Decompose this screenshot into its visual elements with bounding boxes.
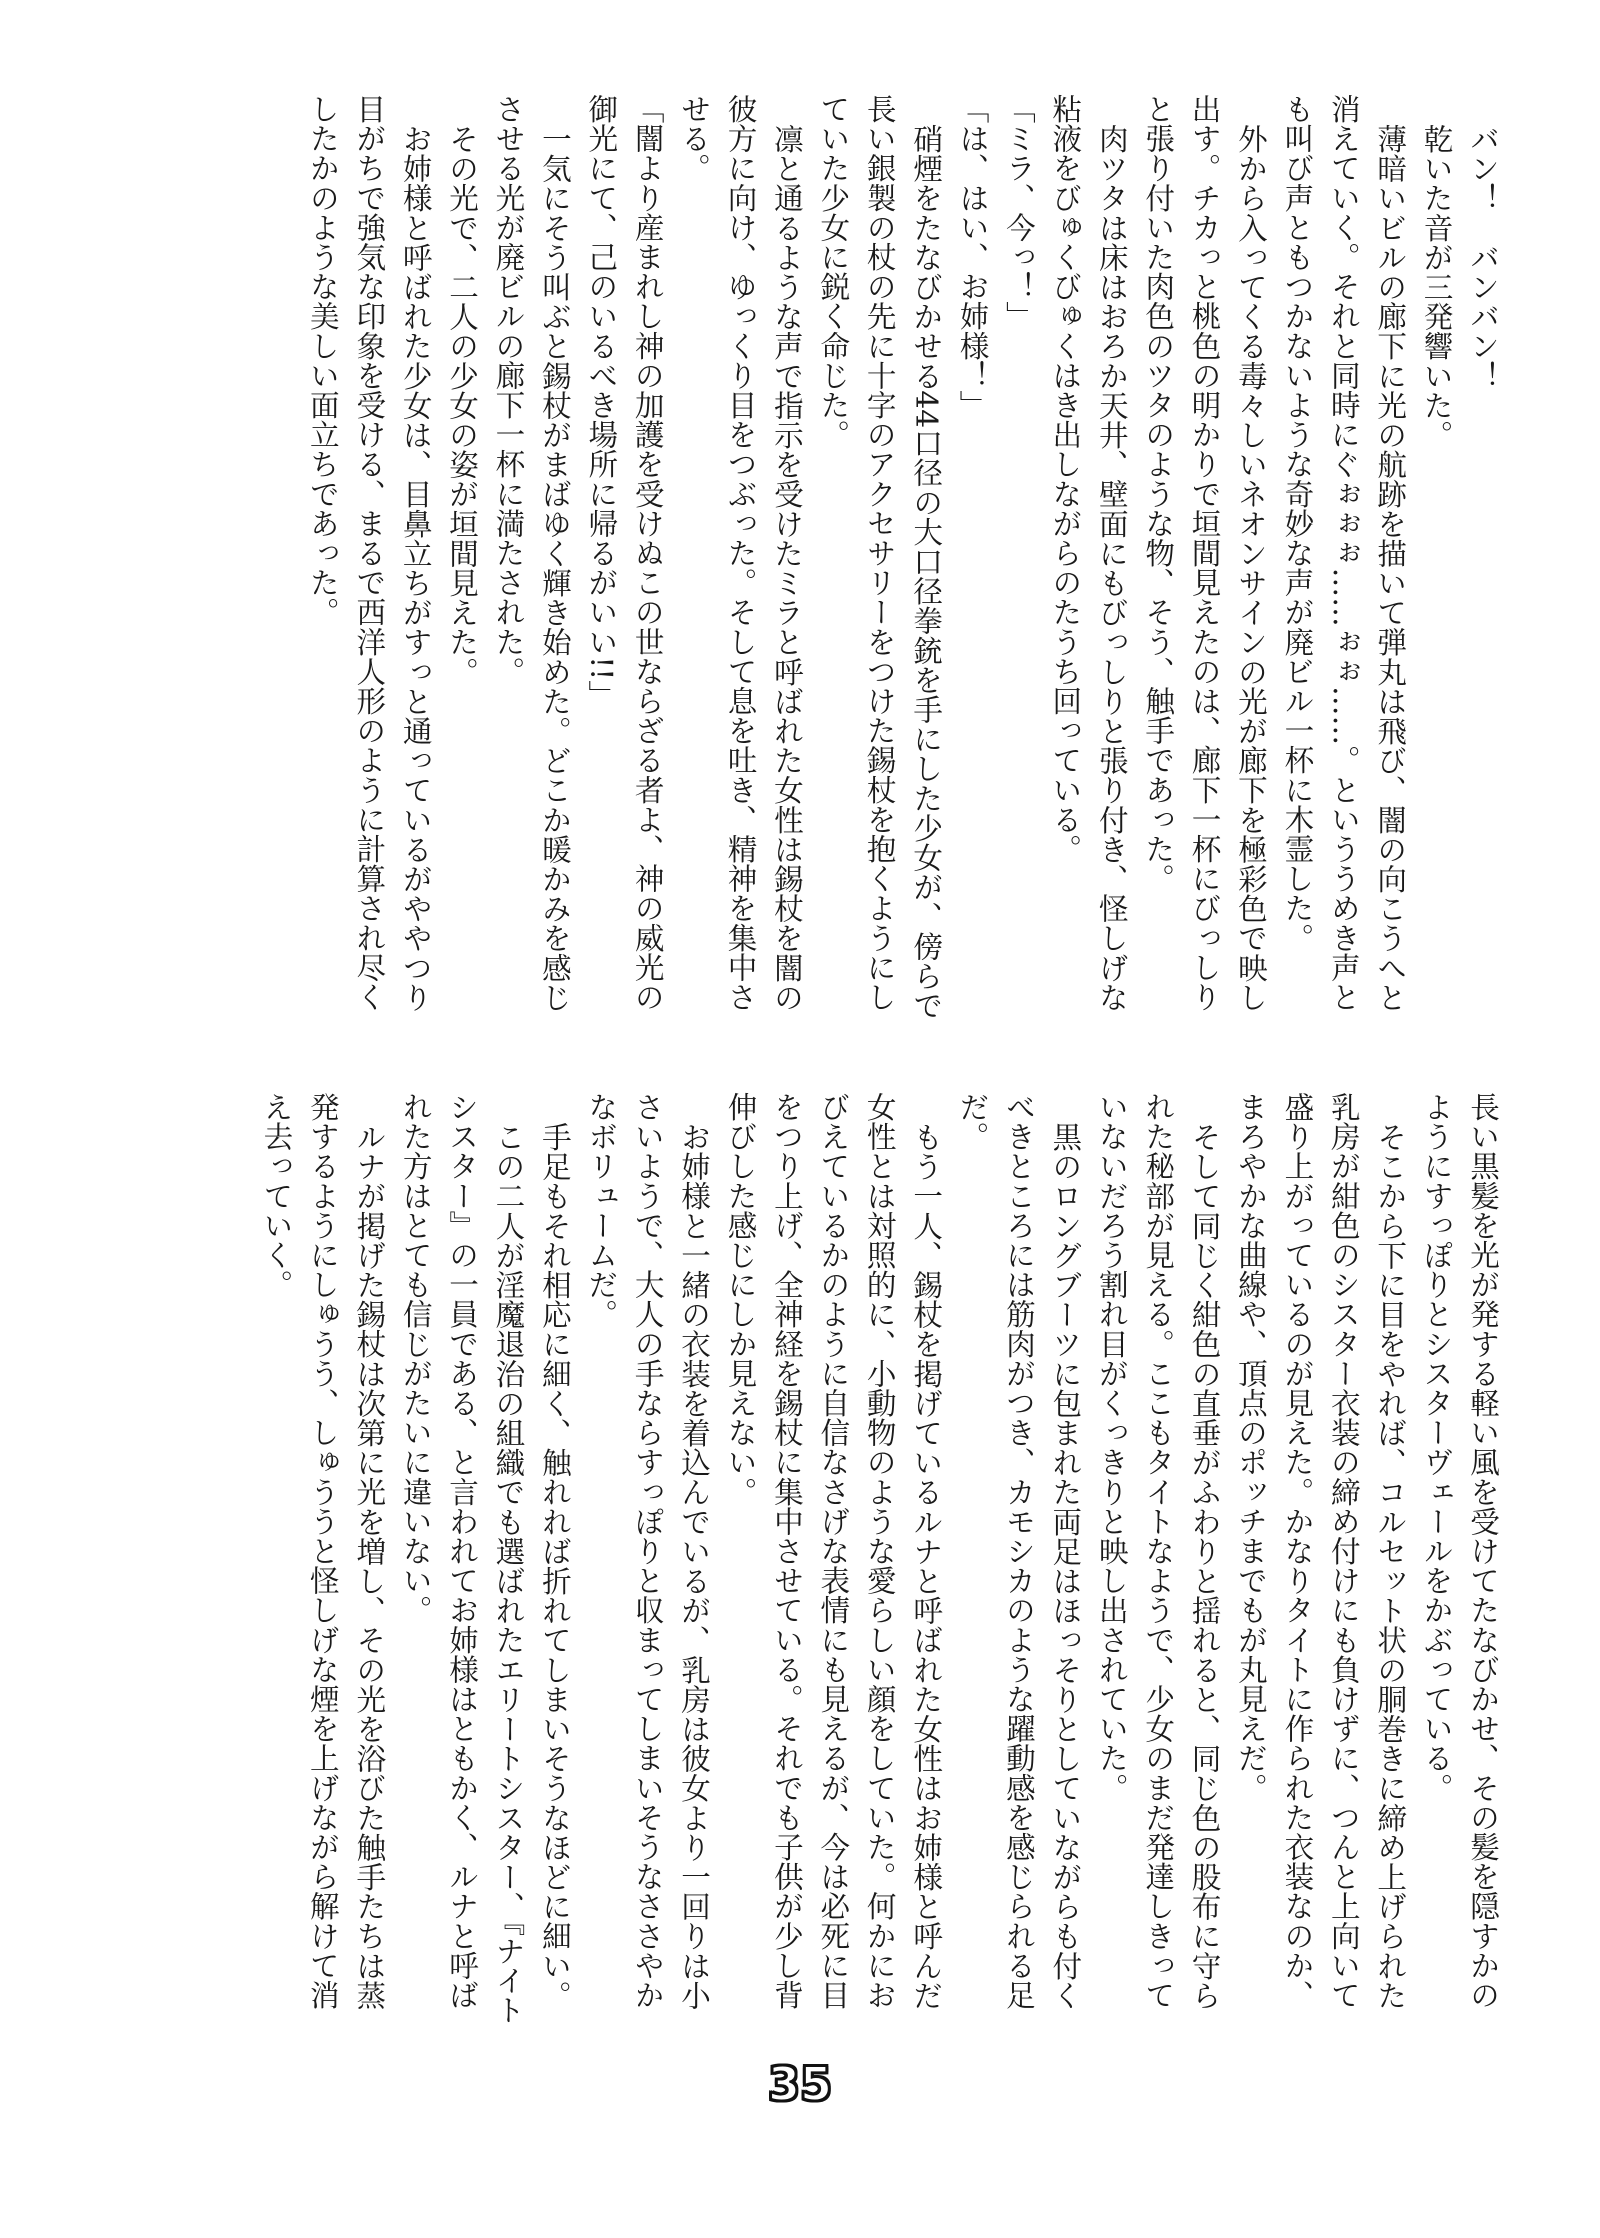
paragraph-1: バン！ バンバン！ xyxy=(1466,123,1500,390)
paragraph-8: 一気にそう叫ぶと錫杖がまばゆく輝き始めた。どこか暖かみを感じさせる光が廃ビルの廊下一杯に満たされた。 xyxy=(491,94,572,1012)
page-number: 35 xyxy=(767,2057,832,2111)
dialogue-incantation: 「闇より産まれし神の加護を受けぬこの世ならざる者よ、神の威光の御光にて、己のいるべき場所に帰るがいい!!」 xyxy=(584,94,665,1012)
paragraph-3: 薄暗いビルの廊下に光の航跡を描いて弾丸は飛び、闇の向こうへと消えていく。それと同時にぐぉぉぉ……ぉぉ……。といううめき声とも叫び声ともつかないような奇妙な声が廃ビル一杯に木霊した。 xyxy=(1280,94,1408,1012)
bottom-text-column xyxy=(106,1092,1506,2030)
paragraph-15: お姉様と一緒の衣装を着込んでいるが、乳房は彼女より一回りは小さいようで、大人の手ならすっぽりと収まってしまいそうなささやかなボリュームだ。 xyxy=(584,1092,712,2010)
paragraph-5: 肉ツタは床はおろか天井、壁面にもびっしりと張り付き、怪しげな粘液をびゅくびゅくはき出しながらのたうち回っている。 xyxy=(1048,94,1129,1012)
top-text-column xyxy=(106,94,1506,1032)
paragraph-18: ルナが掲げた錫杖は次第に光を増し、その光を浴びた触手たちは蒸発するようにしゅうう、しゅううと怪しげな煙を上げながら解けて消え去っていく。 xyxy=(259,1092,387,2010)
paragraph-2: 乾いた音が三発響いた。 xyxy=(1419,123,1454,450)
paragraph-11: そこから下に目をやれば、コルセット状の胴巻きに締め上げられた乳房が紺色のシスター衣装の締め付けにも負けずに、つんと上向いて盛り上がっているのが見えた。かなりタイトに作られた衣装なのか、まろやかな曲線や、頂点のポッチまでもが丸見えだ。 xyxy=(1233,1092,1408,2010)
paragraph-13: 黒のロングブーツに包まれた両足はほっそりとしていながらも付くべきところには筋肉がつき、カモシカのような躍動感を感じられる足だ。 xyxy=(955,1092,1083,2010)
paragraph-continuation: 長い黒髪を光が発する軽い風を受けてたなびかせ、その髪を隠すかのようにすっぽりとシスターヴェールをかぶっている。 xyxy=(1419,1092,1500,2010)
paragraph-14: もう一人、錫杖を掲げているルナと呼ばれた女性はお姉様と呼んだ女性とは対照的に、小動物のような愛らしい顔をしていた。何かにおびえているかのように自信なさげな表情にも見えるが、今は必死に目をつり上げ、全神経を錫杖に集中させている。それでも子供が少し背伸びした感じにしか見えない。 xyxy=(723,1092,944,2010)
paragraph-16: 手足もそれ相応に細く、触れれば折れてしまいそうなほどに細い。 xyxy=(537,1121,572,2010)
paragraph-7: 凛と通るような声で指示を受けたミラと呼ばれた女性は錫杖を闇の彼方に向け、ゆっくり目をつぶった。そして息を吐き、精神を集中させる。 xyxy=(677,94,804,1012)
paragraph-6: 硝煙をたなびかせる44口径の大口径拳銃を手にした少女が、傍らで長い銀製の杖の先に十字のアクセサリーをつけた錫杖を抱くようにしていた少女に鋭く命じた。 xyxy=(816,94,944,1020)
paragraph-9: その光で、二人の少女の姿が垣間見えた。 xyxy=(445,123,480,686)
paragraph-10: お姉様と呼ばれた少女は、目鼻立ちがすっと通っているがややつり目がちで強気な印象を受ける、まるで西洋人形のように計算され尽くしたかのような美しい面立ちであった。 xyxy=(305,94,433,1012)
dialogue-mira-now: 「ミラ、今っ！」 xyxy=(1001,94,1036,331)
paragraph-17: この二人が淫魔退治の組織でも選ばれたエリートシスター、『ナイトシスター』の一員である、と言われてお姉様はともかく、ルナと呼ばれた方はとても信じがたいに違いない。 xyxy=(398,1092,526,2025)
paragraph-4: 外から入ってくる毒々しいネオンサインの光が廊下を極彩色で映し出す。チカっと桃色の明かりで垣間見えたのは、廊下一杯にびっしりと張り付いた肉色のツタのような物、そう、触手であった。 xyxy=(1141,94,1268,1012)
paragraph-12: そして同じく紺色の直垂がふわりと揺れると、同じ色の股布に守られた秘部が見える。ここもタイトなようで、少女のまだ発達しきっていないだろう割れ目がくっきりと映し出されていた。 xyxy=(1094,1092,1222,2010)
dialogue-yes-sister: 「は、はい、お姉様！」 xyxy=(955,94,990,420)
